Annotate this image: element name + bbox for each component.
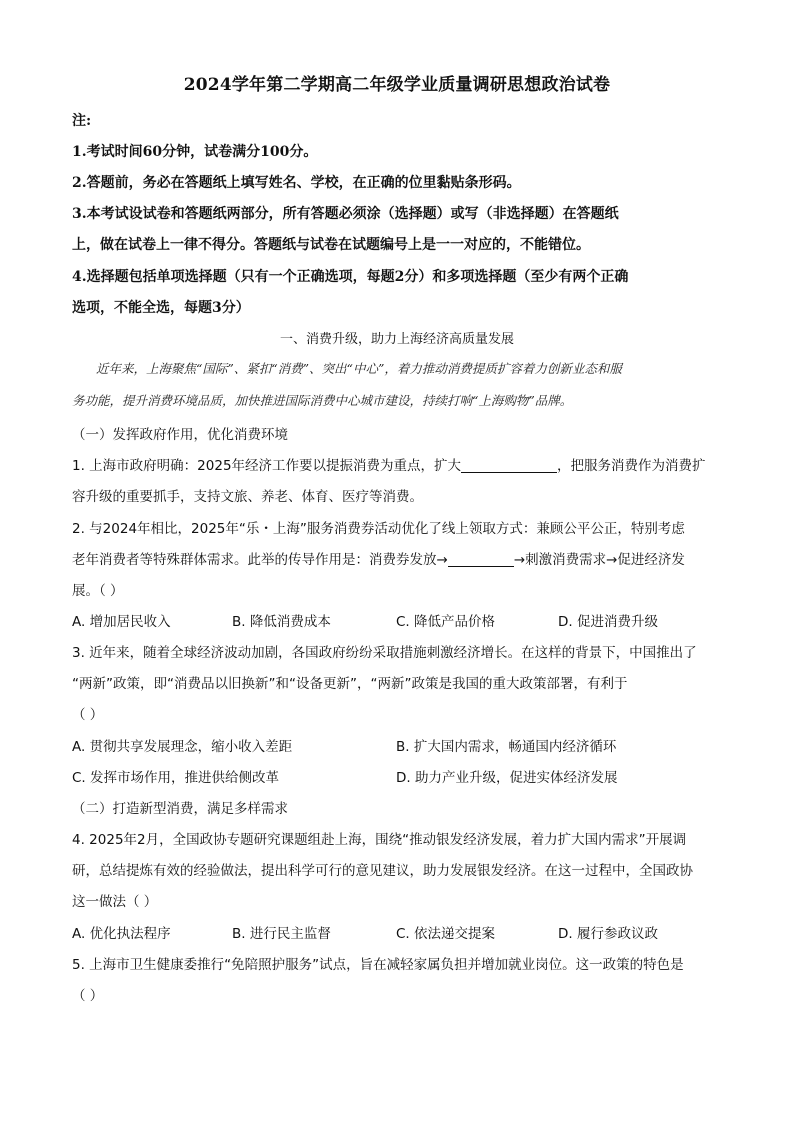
question-5-line-1: 5. 上海市卫生健康委推行“免陪照护服务”试点，旨在减轻家属负担并增加就业岗位。这一政策的特色是 bbox=[72, 957, 684, 973]
question-2-text-after-blank: →刺激消费需求→促进经济发 bbox=[513, 552, 685, 568]
note-line-5: 4.选择题包括单项选择题（只有一个正确选项，每题2分）和多项选择题（至少有两个正确 bbox=[72, 269, 629, 285]
question-4-line-1: 4. 2025年2月，全国政协专题研究课题组赴上海，围绕“推动银发经济发展，着力扩大国内需求”开展调 bbox=[72, 832, 687, 848]
answer-blank bbox=[461, 458, 557, 473]
exam-title: 2024学年第二学期高二年级学业质量调研思想政治试卷 bbox=[183, 75, 611, 95]
question-3-option-b: B. 扩大国内需求，畅通国内经济循环 bbox=[396, 739, 617, 755]
question-3-option-a: A. 贯彻共享发展理念，缩小收入差距 bbox=[72, 739, 293, 755]
question-3-option-c: C. 发挥市场作用，推进供给侧改革 bbox=[72, 770, 280, 786]
section-intro-line-2: 务功能，提升消费环境品质，加快推进国际消费中心城市建设，持续打响“上海购物”品牌。 bbox=[72, 393, 573, 408]
question-2-line-1: 2. 与2024年相比，2025年“乐・上海”服务消费券活动优化了线上领取方式：兼顾公平公正，特别考虑 bbox=[72, 521, 685, 537]
question-3-option-d: D. 助力产业升级，促进实体经济发展 bbox=[396, 770, 618, 786]
question-1-line-2: 容升级的重要抓手，支持文旅、养老、体育、医疗等消费。 bbox=[72, 489, 423, 505]
note-line-1: 1.考试时间60分钟，试卷满分100分。 bbox=[72, 144, 318, 160]
question-3-line-1: 3. 近年来，随着全球经济波动加剧，各国政府纷纷采取措施刺激经济增长。在这样的背景下，中国推出了 bbox=[72, 645, 697, 661]
question-4-option-c: C. 依法递交提案 bbox=[396, 926, 496, 942]
sub-heading-1: （一）发挥政府作用，优化消费环境 bbox=[72, 427, 288, 443]
note-line-4: 上，做在试卷上一律不得分。答题纸与试卷在试题编号上是一一对应的，不能错位。 bbox=[72, 237, 590, 253]
question-3-line-3: （ ） bbox=[72, 707, 104, 723]
question-1-text-before-blank: 1. 上海市政府明确：2025年经济工作要以提振消费为重点，扩大 bbox=[72, 458, 462, 474]
question-5-line-2: （ ） bbox=[72, 988, 104, 1004]
question-2-line-2 bbox=[72, 548, 685, 568]
question-3-line-2: “两新”政策，即“消费品以旧换新”和“设备更新”，“两新”政策是我国的重大政策部署，有利于 bbox=[72, 676, 628, 692]
question-1-line-1 bbox=[72, 454, 706, 474]
question-4-option-d: D. 履行参政议政 bbox=[558, 926, 658, 942]
question-4-option-a: A. 优化执法程序 bbox=[72, 926, 171, 942]
answer-blank bbox=[448, 552, 514, 567]
note-line-2: 2.答题前，务必在答题纸上填写姓名、学校，在正确的位里黏贴条形码。 bbox=[72, 175, 521, 191]
question-2-option-c: C. 降低产品价格 bbox=[396, 614, 496, 630]
question-4-option-b: B. 进行民主监督 bbox=[232, 926, 331, 942]
notes-label: 注: bbox=[72, 113, 92, 129]
question-2-text-before-blank: 老年消费者等特殊群体需求。此举的传导作用是：消费券发放→ bbox=[72, 552, 448, 568]
question-2-option-b: B. 降低消费成本 bbox=[232, 614, 331, 630]
sub-heading-2: （二）打造新型消费，满足多样需求 bbox=[72, 801, 288, 817]
question-4-line-3: 这一做法（ ） bbox=[72, 894, 158, 910]
question-1-text-after-blank: ，把服务消费作为消费扩 bbox=[557, 458, 706, 474]
question-2-option-a: A. 增加居民收入 bbox=[72, 614, 171, 630]
note-line-3: 3.本考试设试卷和答题纸两部分，所有答题必须涂（选择题）或写（非选择题）在答题纸 bbox=[72, 206, 619, 222]
question-2-line-3: 展。（ ） bbox=[72, 583, 124, 599]
note-line-6: 选项，不能全选，每题3分） bbox=[72, 300, 250, 316]
section-intro-line-1: 近年来，上海聚焦“国际”、紧扣“消费”、突出“中心”，着力推动消费提质扩容着力创新业态和服 bbox=[96, 361, 622, 376]
section-1-title: 一、消费升级，助力上海经济高质量发展 bbox=[279, 332, 514, 347]
question-2-option-d: D. 促进消费升级 bbox=[558, 614, 658, 630]
question-4-line-2: 研，总结提炼有效的经验做法，提出科学可行的意见建议，助力发展银发经济。在这一过程中，全国政协 bbox=[72, 863, 693, 879]
